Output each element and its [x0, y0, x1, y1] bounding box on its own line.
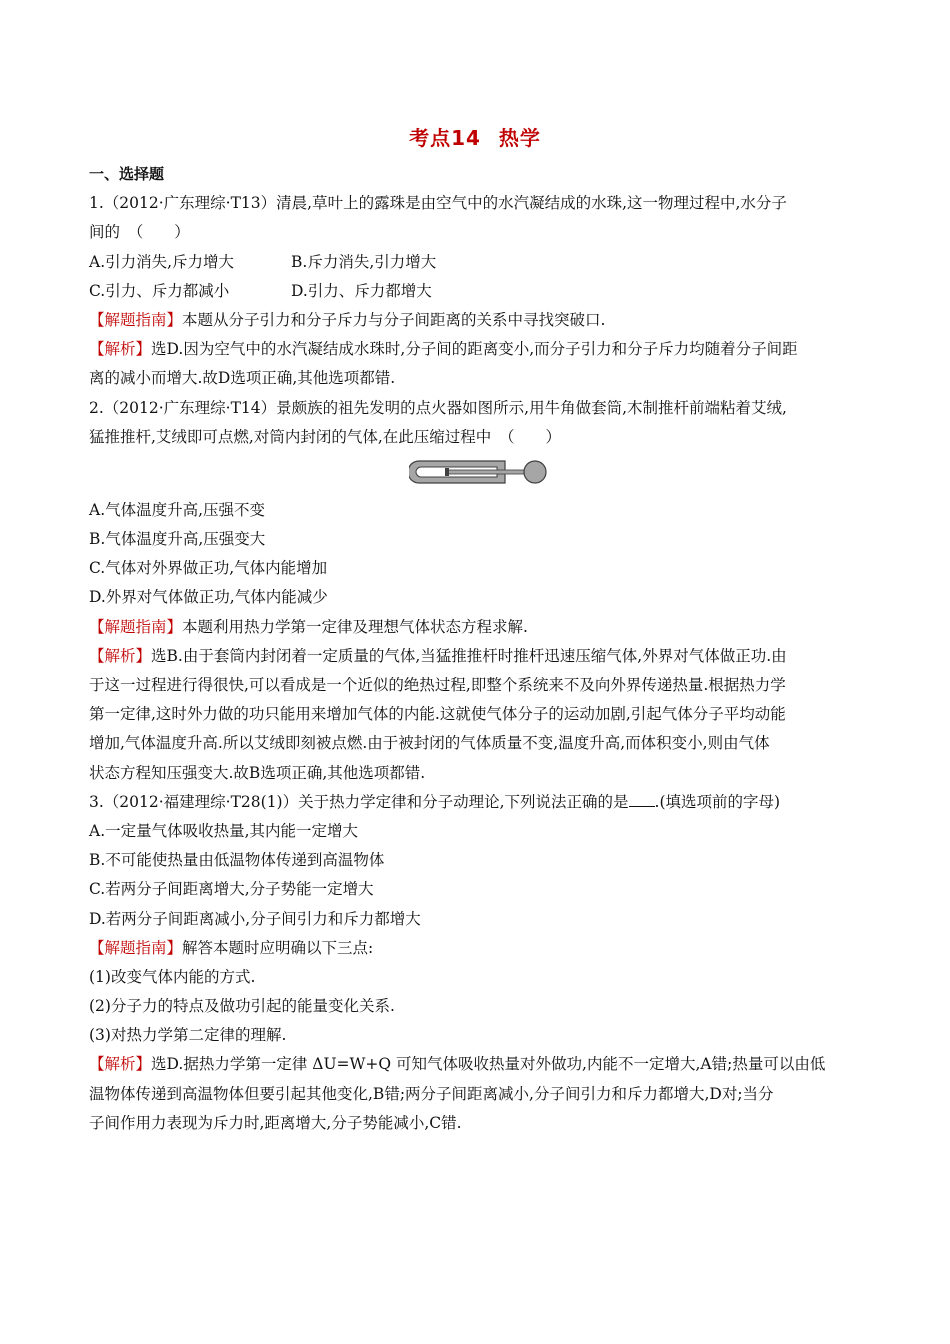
q2-guide — [89, 613, 864, 642]
q2-stem-line1: 2.（2012·广东理综·T14）景颇族的祖先发明的点火器如图所示,用牛角做套筒,木制推杆前端粘着艾绒, — [89, 398, 787, 417]
answer-blank — [629, 792, 655, 807]
q3-analysis-line3: 子间作用力表现为斥力时,距离增大,分子势能减小,C错. — [89, 1113, 462, 1132]
q1-options-row2 — [89, 277, 864, 306]
q1-analysis-line1 — [89, 335, 864, 364]
q3-option-c: C.若两分子间距离增大,分子势能一定增大 — [89, 880, 374, 899]
title-topic-name: 热学 — [498, 126, 541, 150]
piston-rod — [447, 470, 529, 474]
q2-analysis-label: 【解析】 — [89, 646, 152, 665]
q2-analysis-line4: 增加,气体温度升高.所以艾绒即刻被点燃.由于被封闭的气体质量不变,温度升高,而体积变小,则由气体 — [89, 734, 770, 753]
q2-analysis-text1: 选B.由于套筒内封闭着一定质量的气体,当猛推推杆时推杆迅速压缩气体,外界对气体做正功.由 — [151, 646, 787, 665]
q2-guide-text: 本题利用热力学第一定律及理想气体状态方程求解. — [182, 617, 528, 636]
q2-analysis-line1 — [89, 642, 864, 671]
q2-option-b: B.气体温度升高,压强变大 — [89, 530, 266, 549]
fire-piston-figure — [89, 452, 864, 496]
piston-head — [445, 468, 449, 476]
q1-analysis-label: 【解析】 — [89, 340, 152, 359]
q1-options-row1 — [89, 248, 864, 277]
q3-stem-part1: 3.（2012·福建理综·T28(1)）关于热力学定律和分子动理论,下列说法正确的是 — [89, 792, 629, 811]
q1-stem-line2: 间的 （ ） — [89, 223, 190, 242]
q1-analysis-line2: 离的减小而增大.故D选项正确,其他选项都错. — [89, 369, 396, 388]
q3-option-b: B.不可能使热量由低温物体传递到高温物体 — [89, 851, 385, 870]
page-title — [0, 122, 950, 151]
q1-guide — [89, 306, 864, 335]
q3-stem-part2: .(填选项前的字母) — [654, 792, 781, 811]
q1-analysis-text1: 选D.因为空气中的水汽凝结成水珠时,分子间的距离变小,而分子引力和分子斥力均随着分子间距 — [151, 340, 798, 359]
q2-stem-line2: 猛推推杆,艾绒即可点燃,对筒内封闭的气体,在此压缩过程中 （ ） — [89, 427, 562, 446]
q1-guide-label: 【解题指南】 — [89, 310, 183, 329]
title-topic-number: 考点14 — [409, 126, 481, 150]
q1-option-b: B.斥力消失,引力增大 — [291, 252, 437, 271]
q1-guide-text: 本题从分子引力和分子斥力与分子间距离的关系中寻找突破口. — [182, 310, 606, 329]
q2-analysis-line5: 状态方程知压强变大.故B选项正确,其他选项都错. — [89, 763, 426, 782]
q2-option-a: A.气体温度升高,压强不变 — [89, 500, 266, 519]
q1-stem-line1: 1.（2012·广东理综·T13）清晨,草叶上的露珠是由空气中的水汽凝结成的水珠,这一物理过程中,水分子 — [89, 194, 787, 213]
content — [89, 160, 864, 1138]
q1-option-a: A.引力消失,斥力增大 — [89, 252, 235, 271]
q1-option-c: C.引力、斥力都减小 — [89, 281, 230, 300]
q3-stem — [89, 788, 864, 817]
q2-guide-label: 【解题指南】 — [89, 617, 183, 636]
fire-piston-diagram — [409, 456, 551, 490]
q3-guide — [89, 934, 864, 963]
q3-guide-label: 【解题指南】 — [89, 938, 183, 957]
q2-analysis-line2: 于这一过程进行得很快,可以看成是一个近似的绝热过程,即整个系统来不及向外界传递热量.根据热力学 — [89, 676, 786, 694]
q3-point3: (3)对热力学第二定律的理解. — [89, 1026, 287, 1045]
q3-guide-text: 解答本题时应明确以下三点: — [182, 938, 374, 957]
piston-knob — [524, 461, 546, 483]
q3-point2: (2)分子力的特点及做功引起的能量变化关系. — [89, 997, 395, 1016]
q1-option-d: D.引力、斥力都增大 — [291, 281, 432, 300]
q3-option-d: D.若两分子间距离减小,分子间引力和斥力都增大 — [89, 909, 421, 928]
q2-option-d: D.外界对气体做正功,气体内能减少 — [89, 588, 328, 607]
q3-analysis-line1 — [89, 1050, 864, 1079]
q3-analysis-label: 【解析】 — [89, 1055, 152, 1074]
q3-point1: (1)改变气体内能的方式. — [89, 967, 256, 986]
q3-analysis-line2: 温物体传递到高温物体但要引起其他变化,B错;两分子间距离减小,分子间引力和斥力都增大,D对;当分 — [89, 1084, 774, 1103]
q2-analysis-line3: 第一定律,这时外力做的功只能用来增加气体的内能.这就使气体分子的运动加剧,引起气体分子平均动能 — [89, 705, 786, 724]
q3-option-a: A.一定量气体吸收热量,其内能一定增大 — [89, 821, 359, 840]
q2-option-c: C.气体对外界做正功,气体内能增加 — [89, 559, 328, 578]
section-heading: 一、选择题 — [89, 165, 165, 183]
q3-analysis-text1: 选D.据热力学第一定律 ΔU=W+Q 可知气体吸收热量对外做功,内能不一定增大,A错;热量可以由低 — [151, 1055, 826, 1074]
